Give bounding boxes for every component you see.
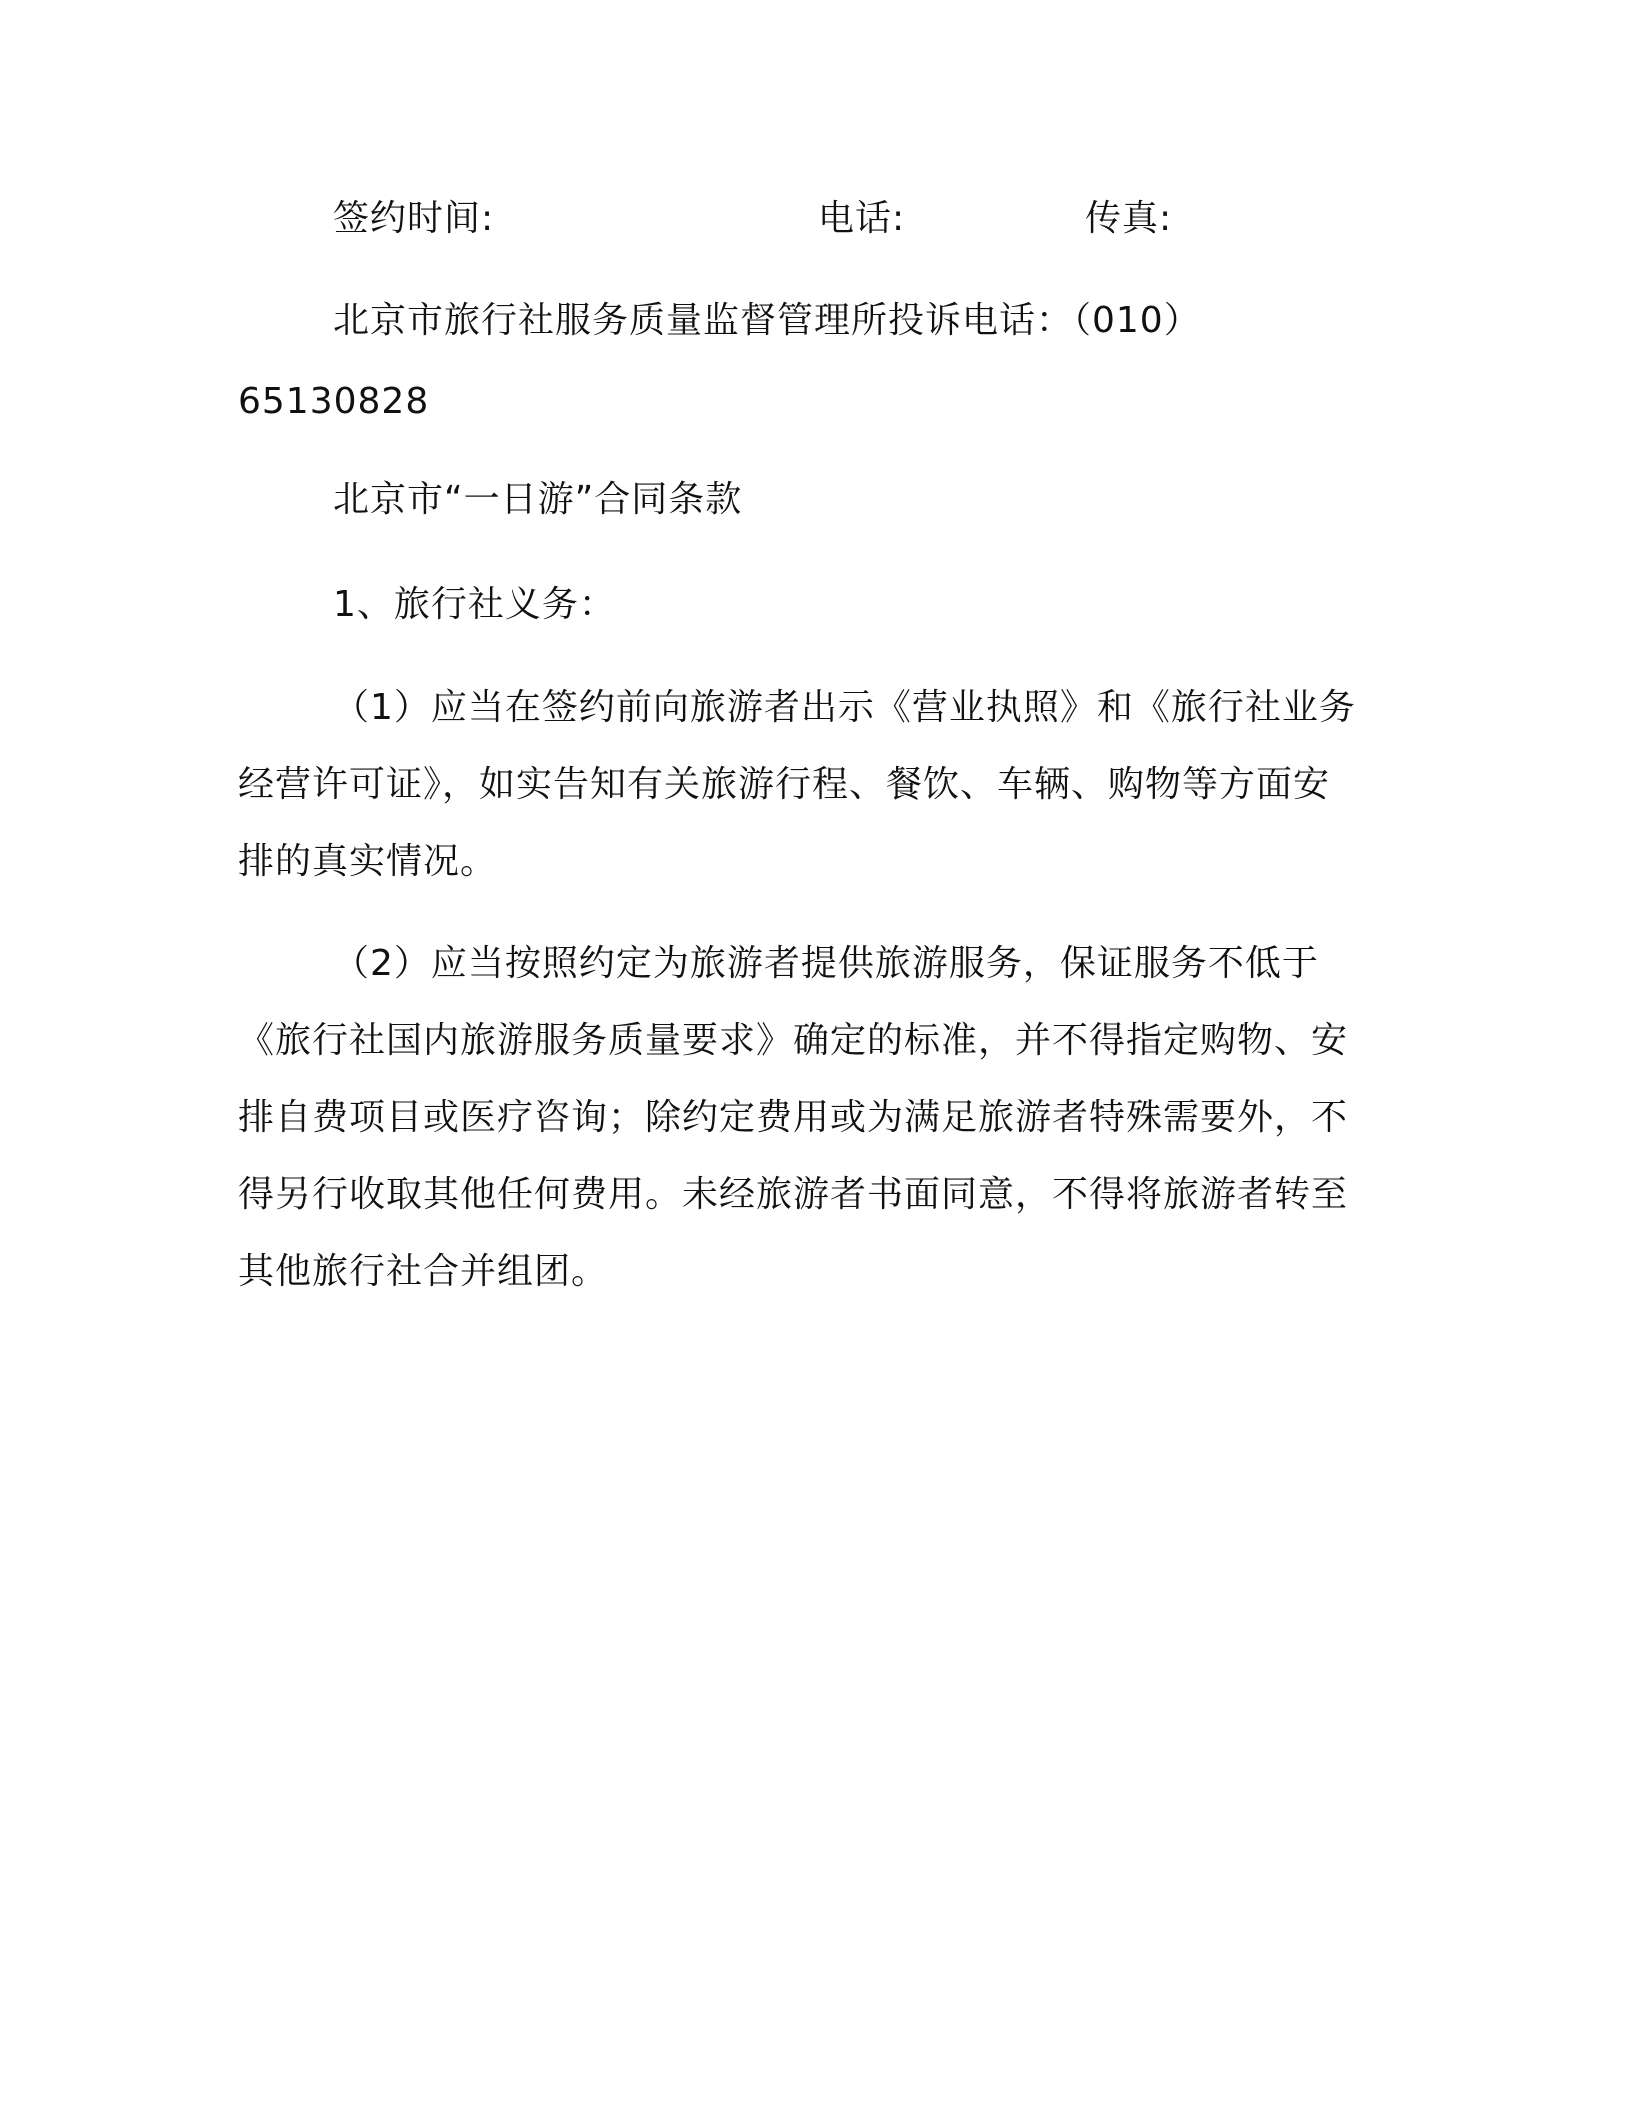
para-1-line-3: 排的真实情况。 xyxy=(238,841,498,882)
para-2-line-3: 排自费项目或医疗咨询；除约定费用或为满足旅游者特殊需要外，不 xyxy=(238,1097,1349,1138)
fax-label: 传真: xyxy=(1085,198,1173,239)
section-title: 北京市“一日游”合同条款 xyxy=(333,479,743,520)
para-1-line-1: （1）应当在签约前向旅游者出示《营业执照》和《旅行社业务 xyxy=(333,687,1356,728)
para-2-line-2: 《旅行社国内旅游服务质量要求》确定的标准，并不得指定购物、安 xyxy=(238,1020,1349,1061)
complaint-line-2: 65130828 xyxy=(238,381,430,422)
clause-1-heading: 1、旅行社义务： xyxy=(333,584,616,625)
phone-label: 电话: xyxy=(818,198,906,239)
para-1-line-2: 经营许可证》，如实告知有关旅游行程、餐饮、车辆、购物等方面安 xyxy=(238,764,1331,805)
para-2-line-5: 其他旅行社合并组团。 xyxy=(238,1251,609,1292)
complaint-line-1: 北京市旅行社服务质量监督管理所投诉电话：（010） xyxy=(333,300,1201,341)
para-2-line-1: （2）应当按照约定为旅游者提供旅游服务，保证服务不低于 xyxy=(333,943,1319,984)
signing-time-label: 签约时间: xyxy=(333,198,495,239)
para-2-line-4: 得另行收取其他任何费用。未经旅游者书面同意，不得将旅游者转至 xyxy=(238,1174,1349,1215)
